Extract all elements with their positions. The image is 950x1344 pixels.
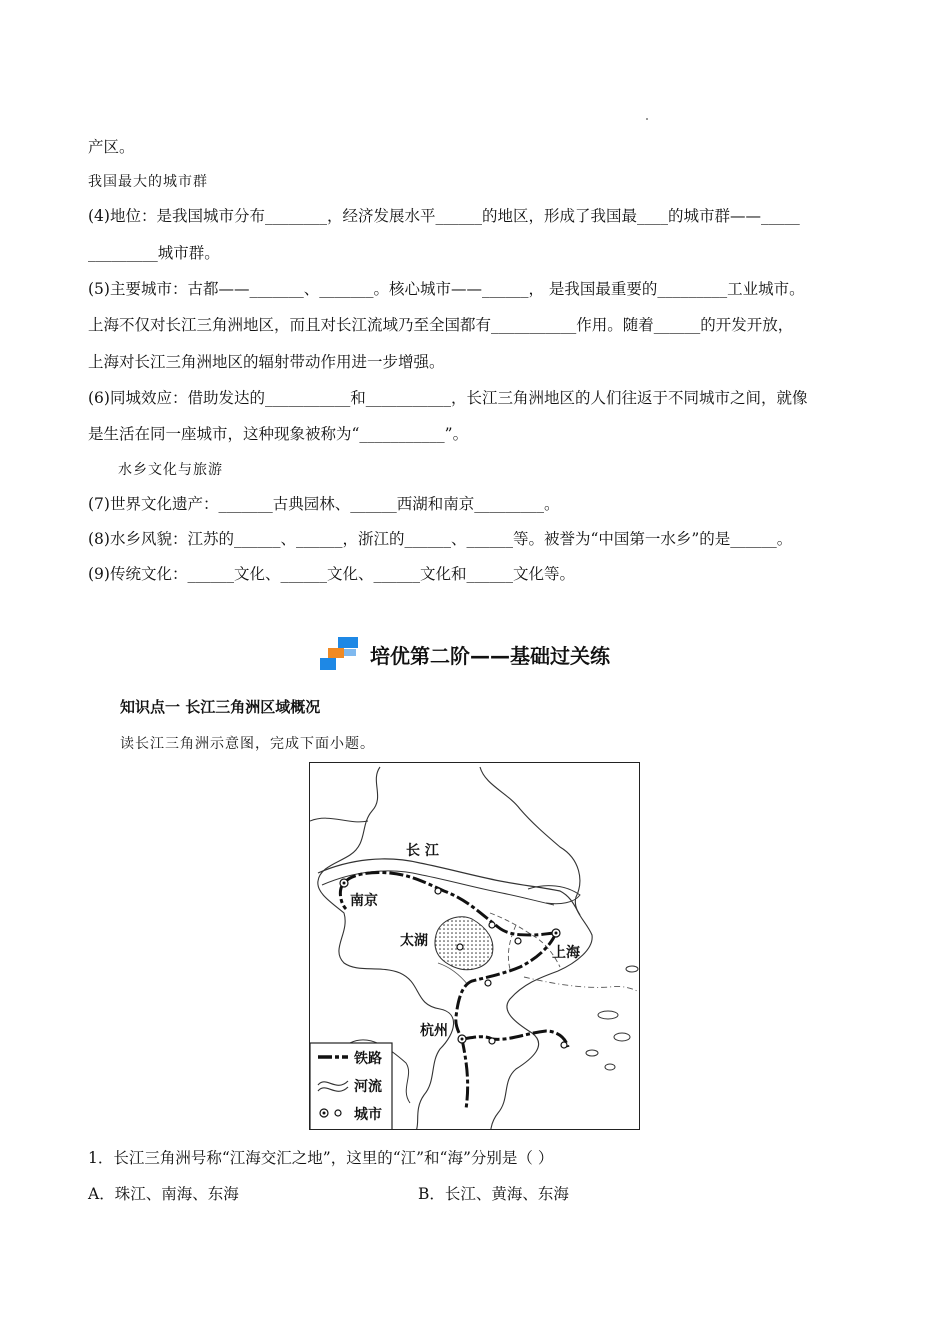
map-label-hangzhou: 杭州 bbox=[420, 1023, 448, 1039]
legend-city-label: 城市 bbox=[354, 1107, 382, 1123]
text-line-1: 产区。 bbox=[88, 138, 135, 156]
text-line-shanghai-radiation: 上海对长江三角洲地区的辐射带动作用进一步增强。 bbox=[88, 353, 445, 371]
legend-railway-label: 铁路 bbox=[354, 1051, 382, 1067]
subheading-city-cluster: 我国最大的城市群 bbox=[88, 174, 208, 190]
question-1-stem: 1．长江三角洲号称“江海交汇之地”，这里的“江”和“海”分别是（ ） bbox=[88, 1149, 554, 1167]
text-line-position: (4)地位：是我国城市分布________，经济发展水平______的地区，形成了我国最____的城市群——_____ bbox=[88, 207, 800, 225]
text-line-main-cities: (5)主要城市：古都——_______、_______。核心城市——______， 是我国最重要的_________工业城市。 bbox=[88, 280, 805, 298]
map-label-shanghai: 上海 bbox=[552, 945, 580, 961]
text-line-world-heritage: (7)世界文化遗产：_______古典园林、______西湖和南京_________。 bbox=[88, 495, 560, 513]
text-line-same-city-cont: 是生活在同一座城市，这种现象被称为“___________”。 bbox=[88, 425, 469, 443]
yangtze-delta-map bbox=[309, 762, 640, 1130]
text-line-traditional-culture: (9)传统文化：______文化、______文化、______文化和______文化等。 bbox=[88, 565, 575, 583]
text-line-same-city-effect: (6)同城效应：借助发达的___________和___________，长江三角洲地区的人们往返于不同城市之间，就像 bbox=[88, 389, 808, 407]
knowledge-point-title: 知识点一 长江三角洲区域概况 bbox=[120, 698, 321, 716]
map-label-nanjing: 南京 bbox=[350, 893, 378, 909]
text-line-shanghai-role: 上海不仅对长江三角洲地区，而且对长江流域乃至全国都有___________作用。随着______的开发开放， bbox=[88, 316, 794, 334]
question-1-option-b[interactable]: B．长江、黄海、东海 bbox=[418, 1185, 569, 1203]
legend-river-label: 河流 bbox=[354, 1079, 382, 1095]
map-label-yangtze: 长 江 bbox=[406, 843, 439, 859]
map-legend bbox=[310, 1043, 392, 1130]
section-heading bbox=[318, 634, 610, 674]
map-label-taihu: 太湖 bbox=[400, 933, 428, 949]
section-title: 培优第二阶——基础过关练 bbox=[370, 643, 610, 668]
question-1-option-a[interactable]: A．珠江、南海、东海 bbox=[88, 1185, 239, 1203]
subheading-water-town: 水乡文化与旅游 bbox=[118, 462, 223, 478]
map-instruction: 读长江三角洲示意图，完成下面小题。 bbox=[120, 736, 375, 752]
text-line-water-towns: (8)水乡风貌：江苏的______、______，浙江的______、______等。被誉为“中国第一水乡”的是______。 bbox=[88, 530, 793, 548]
scan-dot bbox=[646, 118, 648, 120]
text-line-position-cont: _________城市群。 bbox=[88, 244, 220, 262]
section-logo-icon bbox=[318, 636, 360, 672]
